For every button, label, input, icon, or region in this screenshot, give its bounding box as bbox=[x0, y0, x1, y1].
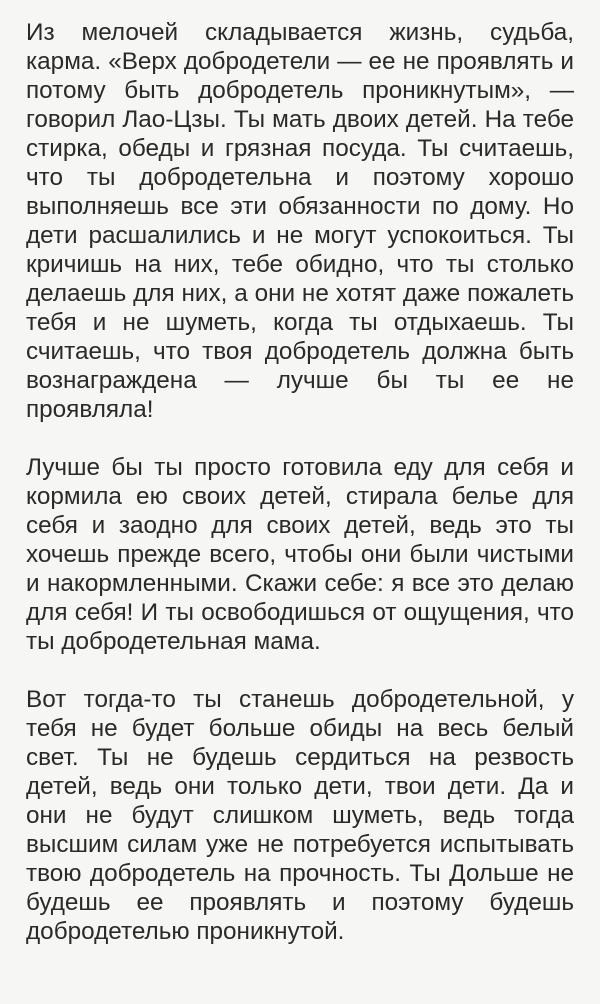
paragraph-1: Из мелочей складывается жизнь, судьба, карма. «Верх добродетели — ее не проявлять и потому быть добродетель проникнутым», — говорил Лао-Цзы. Ты мать двоих детей. На тебе стирка, обеды и грязная посуда. Ты считаешь, что ты добродетельна и поэтому хорошо выполняешь все эти обязанности по дому. Но дети расшалились и не могут успокоиться. Ты кричишь на них, тебе обидно, что ты столько делаешь для них, а они не хотят даже пожалеть тебя и не шуметь, когда ты отдыхаешь. Ты считаешь, что твоя добродетель должна быть вознаграждена — лучше бы ты ее не проявляла! bbox=[26, 19, 574, 423]
paragraph-3: Вот тогда-то ты станешь добродетельной, у тебя не будет больше обиды на весь белый свет. Ты не будешь сердиться на резвость детей, ведь они только дети, твои дети. Да и они не будут слишком шуметь, ведь тогда высшим силам уже не потребуется испытывать твою добродетель на прочность. Ты Дольше не будешь ее проявлять и поэтому будешь добродетелью проникнутой. bbox=[26, 686, 574, 945]
paragraph-2: Лучше бы ты просто готовила еду для себя и кормила ею своих детей, стирала белье для себя и заодно для своих детей, ведь это ты хочешь прежде всего, чтобы они были чистыми и накормленными. Скажи себе: я все это делаю для себя! И ты освободишься от ощущения, что ты добродетельная мама. bbox=[26, 454, 574, 655]
